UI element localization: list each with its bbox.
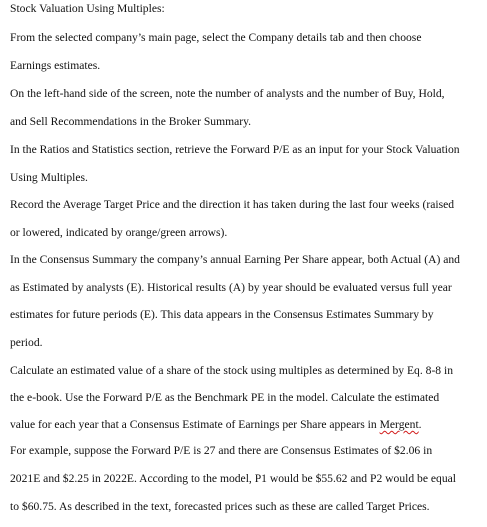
paragraph-line: Using Multiples.: [10, 171, 88, 184]
paragraph-line: the e-book. Use the Forward P/E as the Benchmark PE in the model. Calculate the estimated: [10, 391, 440, 404]
paragraph-line: From the selected company’s main page, select the Company details tab and then choose: [10, 31, 422, 44]
paragraph-line: as Estimated by analysts (E). Historical results (A) by year should be evaluated versus full year: [10, 281, 452, 294]
line-text-after: .: [418, 418, 422, 431]
paragraph-line: to $60.75. As described in the text, forecasted prices such as these are called Target Prices.: [10, 500, 430, 513]
spellcheck-flagged-word[interactable]: Mergent: [379, 418, 419, 431]
line-text-before: value for each year that a Consensus Estimate of Earnings per Share appears in: [10, 418, 380, 431]
paragraph-line: Calculate an estimated value of a share of the stock using multiples as determined by Eq. 8-8 in: [10, 364, 454, 377]
paragraph-line: In the Consensus Summary the company’s annual Earning Per Share appear, both Actual (A) and: [10, 253, 460, 266]
paragraph-line: estimates for future periods (E). This data appears in the Consensus Estimates Summary by: [10, 308, 434, 321]
document-title: Stock Valuation Using Multiples:: [10, 2, 165, 15]
paragraph-line: Record the Average Target Price and the direction it has taken during the last four weeks (raised: [10, 198, 455, 211]
paragraph-line: Earnings estimates.: [10, 59, 101, 72]
paragraph-line: 2021E and $2.25 in 2022E. According to the model, P1 would be $55.62 and P2 would be equal: [10, 472, 456, 485]
paragraph-line-with-spellcheck: [10, 418, 422, 432]
paragraph-line: On the left-hand side of the screen, note the number of analysts and the number of Buy, Hold,: [10, 87, 445, 100]
paragraph-line: In the Ratios and Statistics section, retrieve the Forward P/E as an input for your Stock Valuation: [10, 143, 460, 156]
paragraph-line: For example, suppose the Forward P/E is 27 and there are Consensus Estimates of $2.06 in: [10, 444, 433, 457]
paragraph-line: or lowered, indicated by orange/green arrows).: [10, 226, 228, 239]
paragraph-line: and Sell Recommendations in the Broker Summary.: [10, 115, 252, 128]
paragraph-line: period.: [10, 336, 43, 349]
